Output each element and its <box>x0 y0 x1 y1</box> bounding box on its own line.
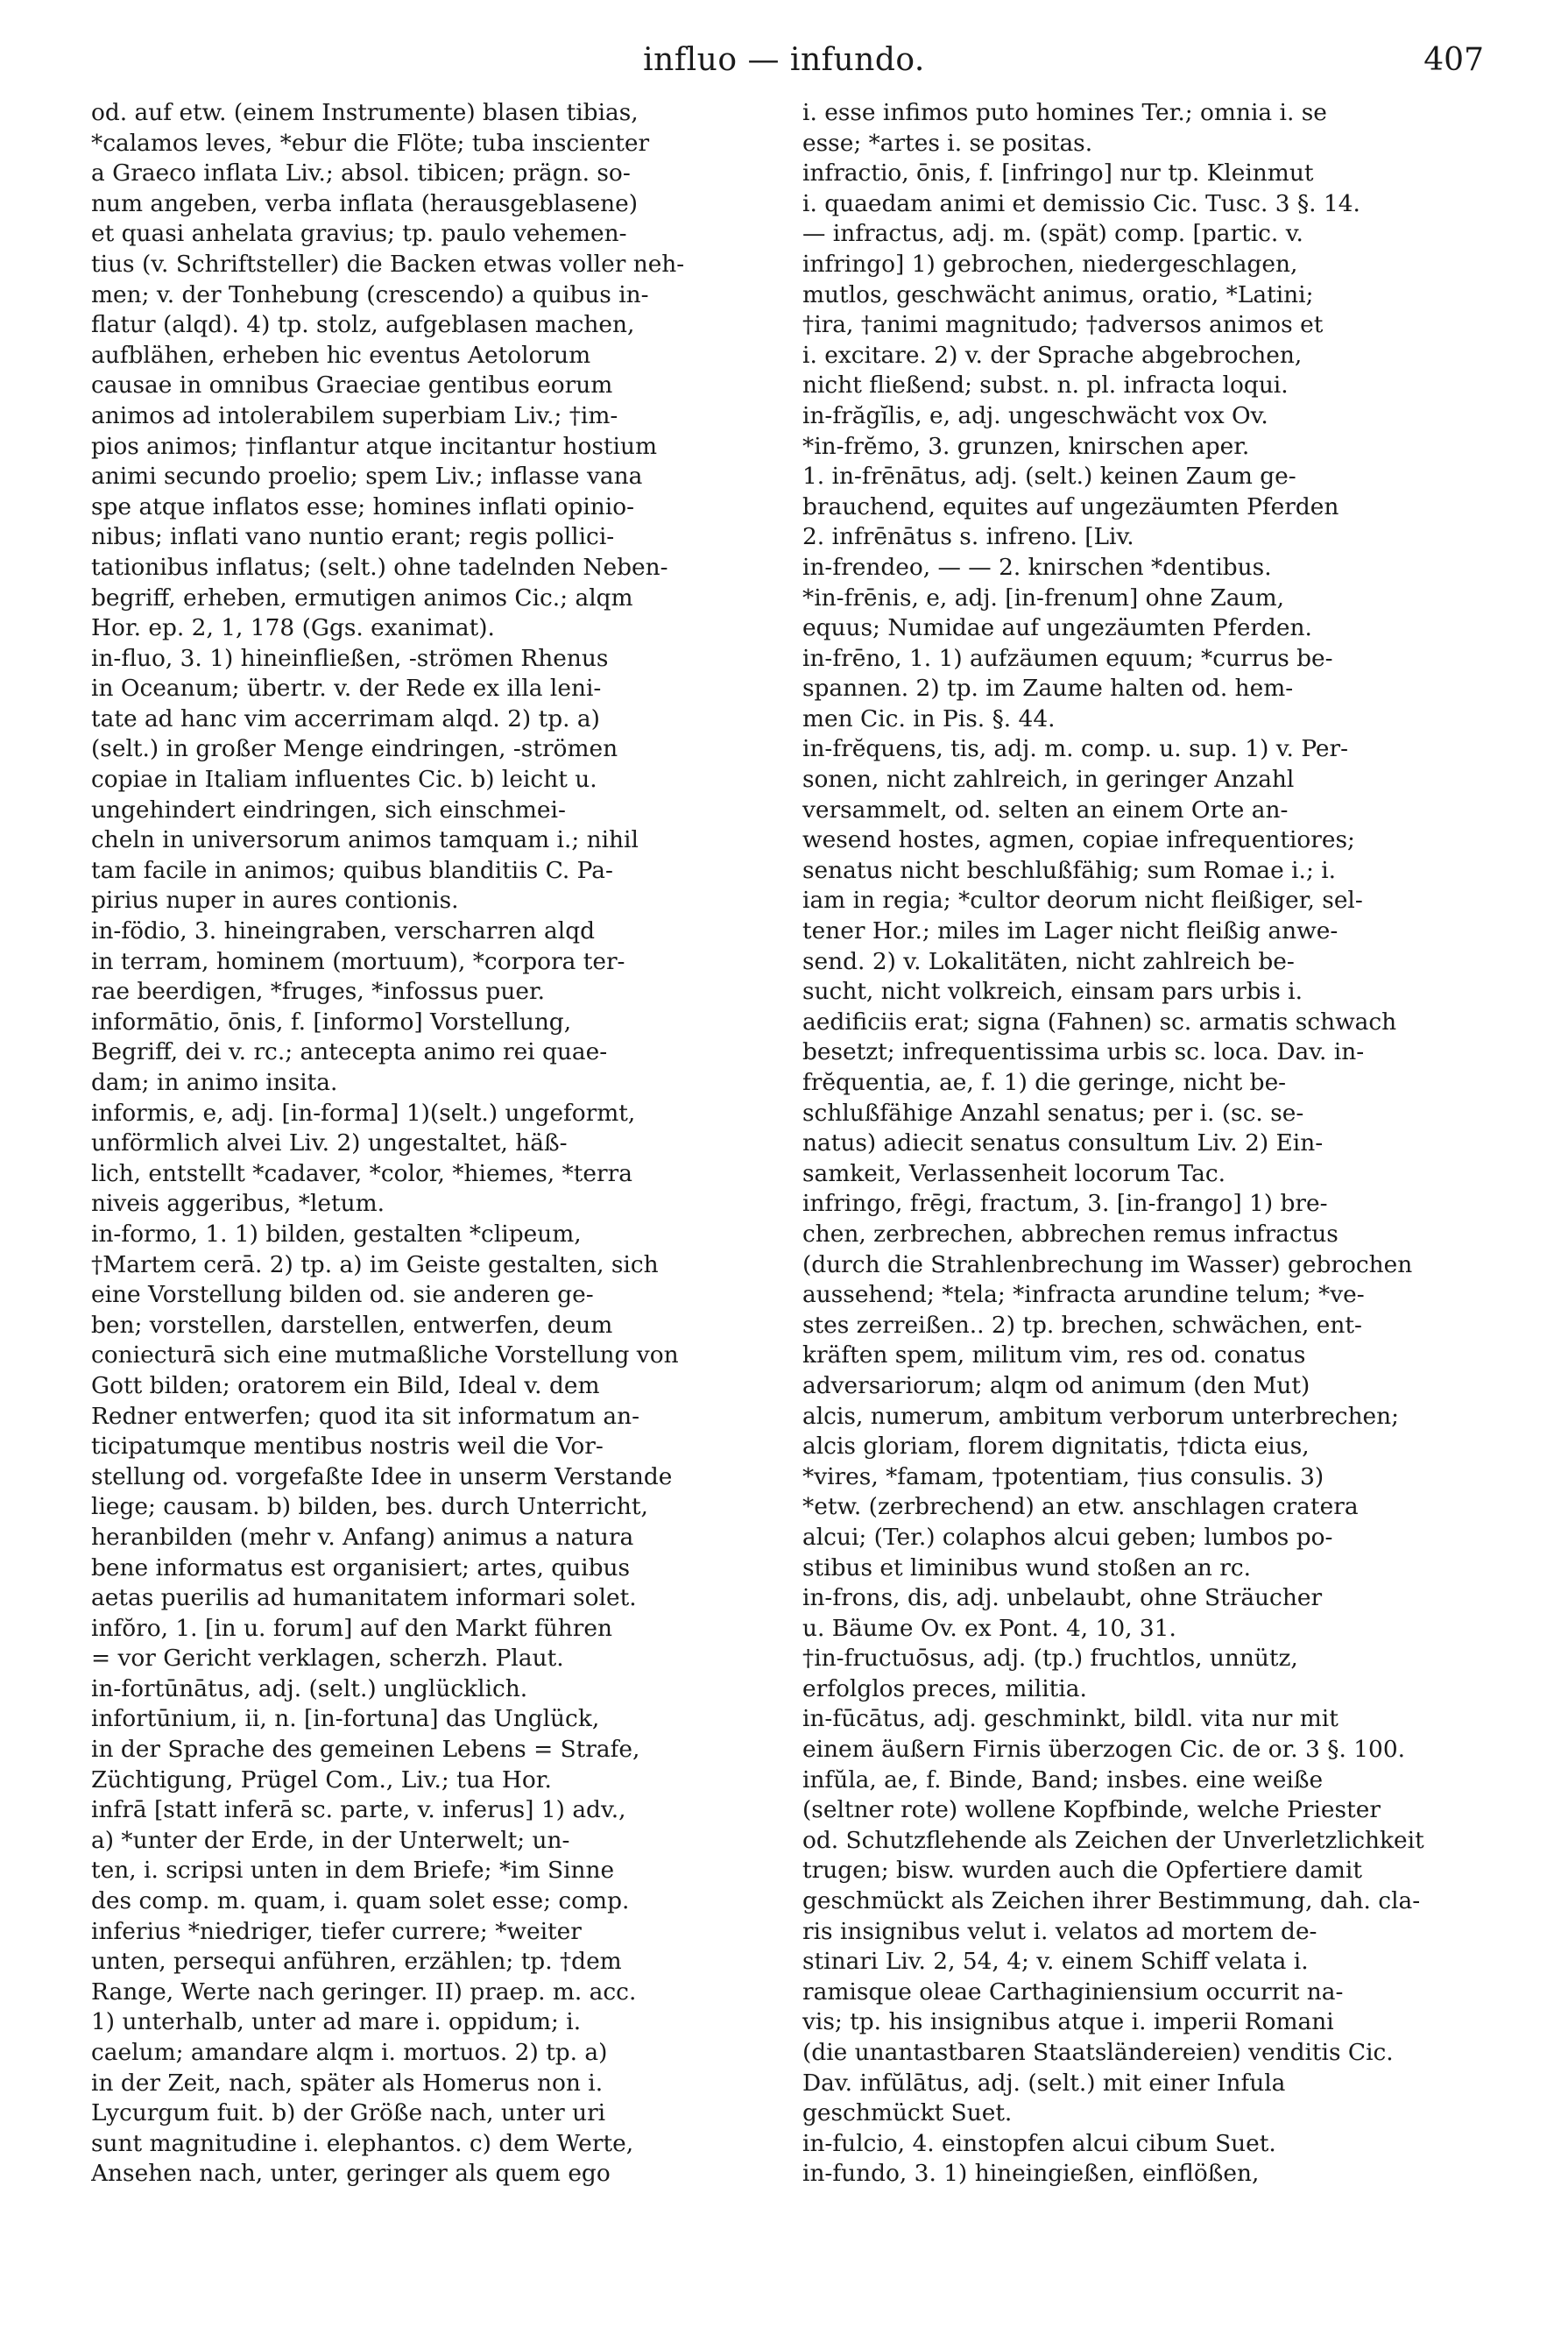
text-line: Dav. infŭlātus, adj. (selt.) mit einer Infula <box>802 2069 1286 2097</box>
text-line: animi secundo proelio; spem Liv.; inflasse vana <box>91 463 643 491</box>
text-line: erfolglos preces, militia. <box>802 1674 1087 1702</box>
text-line: *calamos leves, *ebur die Flöte; tuba inscienter <box>91 129 650 157</box>
text-line: *etw. (zerbrechend) an etw. anschlagen cratera <box>802 1493 1359 1521</box>
text-line: wesend hostes, agmen, copiae infrequentiores; <box>802 826 1355 854</box>
text-line: stellung od. vorgefaßte Idee in unserm Verstande <box>91 1462 673 1490</box>
left-column <box>91 98 792 2190</box>
text-line: caelum; amandare alqm i. mortuos. 2) tp. a) <box>91 2039 608 2066</box>
text-line: in-frēno, 1. 1) aufzäumen equum; *currus be- <box>802 644 1333 672</box>
text-line: in-frendeo, — — 2. knirschen *dentibus. <box>802 553 1272 581</box>
running-title: influo — infundo. <box>643 42 925 78</box>
page-number: 407 <box>1423 42 1484 78</box>
text-line: ticipatumque mentibus nostris weil die Vor- <box>91 1433 604 1461</box>
text-line: Begriff, dei v. rc.; antecepta animo rei quae- <box>91 1038 608 1066</box>
text-line: in-frăgĭlis, e, adj. ungeschwächt vox Ov. <box>802 401 1268 429</box>
text-line: tius (v. Schriftsteller) die Backen etwas voller neh- <box>91 250 685 278</box>
text-line: nicht fließend; subst. n. pl. infracta loqui. <box>802 371 1289 400</box>
text-line: (die unantastbaren Staatsländereien) venditis Cic. <box>802 2039 1394 2066</box>
text-line: infringo, frēgi, fractum, 3. [in-frango] 1) bre- <box>802 1190 1328 1218</box>
text-line: infŏro, 1. [in u. forum] auf den Markt führen <box>91 1614 612 1642</box>
text-line: send. 2) v. Lokalitäten, nicht zahlreich be- <box>802 947 1295 975</box>
text-line: in terram, hominem (mortuum), *corpora ter- <box>91 947 625 975</box>
text-line: in-fortūnātus, adj. (selt.) unglücklich. <box>91 1674 528 1702</box>
text-line: *in-frēnis, e, adj. [in-frenum] ohne Zaum, <box>802 584 1285 612</box>
text-line: animos ad intolerabilem superbiam Liv.; †im- <box>91 401 618 429</box>
text-line: schlußfähige Anzahl senatus; per i. (sc. se- <box>802 1099 1304 1127</box>
text-line: geschmückt als Zeichen ihrer Bestimmung, dah. cla- <box>802 1887 1421 1915</box>
text-line: stibus et liminibus wund stoßen an rc. <box>802 1553 1252 1581</box>
text-line: in-fluo, 3. 1) hineinfließen, -strömen Rhenus <box>91 644 609 672</box>
text-line: in-fundo, 3. 1) hineingießen, einflößen, <box>802 2160 1260 2188</box>
text-line: samkeit, Verlassenheit locorum Tac. <box>802 1159 1226 1187</box>
text-line: nibus; inflati vano nuntio erant; regis pollici- <box>91 523 615 551</box>
text-line: causae in omnibus Graeciae gentibus eorum <box>91 371 613 400</box>
text-line: copiae in Italiam influentes Cic. b) leicht u. <box>91 766 597 794</box>
text-line: — infractus, adj. m. (spät) comp. [partic. v. <box>802 220 1303 248</box>
text-line: liege; causam. b) bilden, bes. durch Unterricht, <box>91 1493 648 1521</box>
text-line: informātio, ōnis, f. [informo] Vorstellung, <box>91 1008 572 1036</box>
text-line: in-frĕquens, tis, adj. m. comp. u. sup. 1) v. Per- <box>802 735 1349 763</box>
text-line: ten, i. scripsi unten in dem Briefe; *im Sinne <box>91 1857 615 1885</box>
text-line: 2. infrēnātus s. infreno. [Liv. <box>802 523 1134 551</box>
text-line: cheln in universorum animos tamquam i.; nihil <box>91 826 639 854</box>
text-line: 1. in-frēnātus, adj. (selt.) keinen Zaum ge- <box>802 463 1296 491</box>
text-line: alcui; (Ter.) colaphos alcui geben; lumbos po- <box>802 1523 1333 1551</box>
text-line: besetzt; infrequentissima urbis sc. loca. Dav. in- <box>802 1038 1365 1066</box>
text-line: dam; in animo insita. <box>91 1069 338 1096</box>
text-line: in-formo, 1. 1) bilden, gestalten *clipeum, <box>91 1220 582 1248</box>
text-line: geschmückt Suet. <box>802 2099 1013 2127</box>
text-line: aetas puerilis ad humanitatem informari solet. <box>91 1584 637 1612</box>
text-line: tener Hor.; miles im Lager nicht fleißig anwe- <box>802 917 1338 945</box>
text-line: unten, persequi anführen, erzählen; tp. †dem <box>91 1948 622 1976</box>
text-line: infringo] 1) gebrochen, niedergeschlagen, <box>802 250 1298 278</box>
text-line: infortūnium, ii, n. [in-fortuna] das Unglück, <box>91 1705 600 1733</box>
text-line: brauchend, equites auf ungezäumten Pferden <box>802 492 1339 520</box>
text-line: esse; *artes i. se positas. <box>802 129 1093 157</box>
text-line: a) *unter der Erde, in der Unterwelt; un- <box>91 1826 570 1854</box>
text-line: Range, Werte nach geringer. II) praep. m. acc. <box>91 1978 637 2006</box>
text-line: alcis, numerum, ambitum verborum unterbrechen; <box>802 1402 1400 1430</box>
text-line: kräften spem, militum vim, res od. conatus <box>802 1341 1306 1369</box>
text-line: i. excitare. 2) v. der Sprache abgebrochen, <box>802 341 1303 369</box>
text-line: begriff, erheben, ermutigen animos Cic.; alqm <box>91 584 633 612</box>
text-line: pios animos; †inflantur atque incitantur hostium <box>91 432 657 460</box>
text-line: einem äußern Firnis überzogen Cic. de or. 3 §. 100. <box>802 1736 1405 1764</box>
text-line: tam facile in animos; quibus blanditiis C. Pa- <box>91 856 613 884</box>
text-line: *vires, *famam, †potentiam, †ius consulis. 3) <box>802 1462 1324 1490</box>
text-line: vis; tp. his insignibus atque i. imperii Romani <box>802 2008 1334 2036</box>
text-line: †in-fructuōsus, adj. (tp.) fruchtlos, unnütz, <box>802 1645 1298 1673</box>
text-line: Gott bilden; oratorem ein Bild, Ideal v. dem <box>91 1371 600 1399</box>
text-line: (durch die Strahlenbrechung im Wasser) gebrochen <box>802 1250 1413 1278</box>
text-line: sonen, nicht zahlreich, in geringer Anzahl <box>802 766 1295 794</box>
text-line: stinari Liv. 2, 54, 4; v. einem Schiff velata i. <box>802 1948 1309 1976</box>
text-line: †Martem cerā. 2) tp. a) im Geiste gestalten, sich <box>91 1250 659 1278</box>
text-line: Redner entwerfen; quod ita sit informatum an- <box>91 1402 640 1430</box>
text-line: chen, zerbrechen, abbrechen remus infractus <box>802 1220 1338 1248</box>
text-line: od. Schutzflehende als Zeichen der Unverletzlichkeit <box>802 1826 1424 1854</box>
text-line: trugen; bisw. wurden auch die Opfertiere damit <box>802 1857 1362 1885</box>
text-line: (seltner rote) wollene Kopfbinde, welche Priester <box>802 1796 1381 1824</box>
text-line: infŭla, ae, f. Binde, Band; insbes. eine weiße <box>802 1765 1324 1794</box>
text-line: in der Sprache des gemeinen Lebens = Strafe, <box>91 1736 640 1764</box>
text-line: Lycurgum fuit. b) der Größe nach, unter uri <box>91 2099 606 2127</box>
text-line: u. Bäume Ov. ex Pont. 4, 10, 31. <box>802 1614 1176 1642</box>
text-line: tationibus inflatus; (selt.) ohne tadelnden Neben- <box>91 553 668 581</box>
text-line: *in-frĕmo, 3. grunzen, knirschen aper. <box>802 432 1250 460</box>
text-line: des comp. m. quam, i. quam solet esse; comp. <box>91 1887 630 1915</box>
text-line: aussehend; *tela; *infracta arundine telum; *ve- <box>802 1281 1365 1309</box>
text-line: ben; vorstellen, darstellen, entwerfen, deum <box>91 1311 613 1339</box>
text-line: men Cic. in Pis. §. 44. <box>802 704 1056 732</box>
text-line: in der Zeit, nach, später als Homerus non i. <box>91 2069 604 2097</box>
text-line: coniecturā sich eine mutmaßliche Vorstellung von <box>91 1341 679 1369</box>
text-line: od. auf etw. (einem Instrumente) blasen tibias, <box>91 99 639 126</box>
text-line: senatus nicht beschlußfähig; sum Romae i.; i. <box>802 856 1337 884</box>
text-line: Ansehen nach, unter, geringer als quem ego <box>91 2160 611 2188</box>
text-line: a Graeco inflata Liv.; absol. tibicen; prägn. so- <box>91 159 631 188</box>
text-line: aedificiis erat; signa (Fahnen) sc. armatis schwach <box>802 1008 1397 1036</box>
text-line: men; v. der Tonhebung (crescendo) a quibus in- <box>91 280 649 308</box>
text-line: adversariorum; alqm od animum (den Mut) <box>802 1371 1310 1399</box>
text-line: pirius nuper in aures contionis. <box>91 887 459 915</box>
text-line: in Oceanum; übertr. v. der Rede ex illa leni- <box>91 675 602 703</box>
text-line: in-födio, 3. hineingraben, verscharren alqd <box>91 917 595 945</box>
text-line: spannen. 2) tp. im Zaume halten od. hem- <box>802 675 1294 703</box>
text-line: infractio, ōnis, f. [infringo] nur tp. Kleinmut <box>802 159 1314 188</box>
text-line: num angeben, verba inflata (herausgeblasene) <box>91 189 639 217</box>
text-line: 1) unterhalb, unter ad mare i. oppidum; i. <box>91 2008 582 2036</box>
text-line: i. quaedam animi et demissio Cic. Tusc. 3 §. 14. <box>802 189 1360 217</box>
text-line: in-fulcio, 4. einstopfen alcui cibum Suet. <box>802 2129 1276 2157</box>
text-line: inferius *niedriger, tiefer currere; *weiter <box>91 1917 582 1945</box>
text-line: unförmlich alvei Liv. 2) ungestaltet, häß- <box>91 1129 568 1157</box>
text-line: ris insignibus velut i. velatos ad mortem de- <box>802 1917 1317 1945</box>
text-line: iam in regia; *cultor deorum nicht fleißiger, sel- <box>802 887 1363 915</box>
text-line: versammelt, od. selten an einem Orte an- <box>802 796 1289 824</box>
text-line: sucht, nicht volkreich, einsam pars urbis i. <box>802 978 1303 1006</box>
text-line: niveis aggeribus, *letum. <box>91 1190 385 1218</box>
text-line: Hor. ep. 2, 1, 178 (Ggs. exanimat). <box>91 614 495 642</box>
text-line: sunt magnitudine i. elephantos. c) dem Werte, <box>91 2129 634 2157</box>
text-line: spe atque inflatos esse; homines inflati opinio- <box>91 492 635 520</box>
text-line: eine Vorstellung bilden od. sie anderen ge- <box>91 1281 594 1309</box>
text-line: in-frons, dis, adj. unbelaubt, ohne Sträucher <box>802 1584 1323 1612</box>
text-line: natus) adiecit senatus consultum Liv. 2) Ein- <box>802 1129 1324 1157</box>
text-line: ramisque oleae Carthaginiensium occurrit na- <box>802 1978 1344 2006</box>
text-line: = vor Gericht verklagen, scherzh. Plaut. <box>91 1645 564 1673</box>
text-line: equus; Numidae auf ungezäumten Pferden. <box>802 614 1312 642</box>
page-header <box>0 42 1568 95</box>
text-line: i. esse infimos puto homines Ter.; omnia i. se <box>802 99 1327 126</box>
text-line: alcis gloriam, florem dignitatis, †dicta eius, <box>802 1433 1310 1461</box>
text-line: †ira, †animi magnitudo; †adversos animos et <box>802 311 1324 339</box>
text-line: aufblähen, erheben hic eventus Aetolorum <box>91 341 591 369</box>
text-line: (selt.) in großer Menge eindringen, -strömen <box>91 735 618 763</box>
text-line: informis, e, adj. [in-forma] 1)(selt.) ungeformt, <box>91 1099 636 1127</box>
text-line: in-fūcātus, adj. geschminkt, bildl. vita nur mit <box>802 1705 1338 1733</box>
text-line: flatur (alqd). 4) tp. stolz, aufgeblasen machen, <box>91 311 635 339</box>
text-line: et quasi anhelata gravius; tp. paulo vehemen- <box>91 220 627 248</box>
text-line: ungehindert eindringen, sich einschmei- <box>91 796 566 824</box>
right-column <box>802 98 1486 2190</box>
text-line: bene informatus est organisiert; artes, quibus <box>91 1553 630 1581</box>
text-line: lich, entstellt *cadaver, *color, *hiemes, *terra <box>91 1159 632 1187</box>
text-line: rae beerdigen, *fruges, *infossus puer. <box>91 978 546 1006</box>
text-line: heranbilden (mehr v. Anfang) animus a natura <box>91 1523 634 1551</box>
text-line: Züchtigung, Prügel Com., Liv.; tua Hor. <box>91 1765 552 1794</box>
text-line: frĕquentia, ae, f. 1) die geringe, nicht be- <box>802 1069 1287 1096</box>
text-line: stes zerreißen.. 2) tp. brechen, schwächen, ent- <box>802 1311 1362 1339</box>
text-line: infrā [statt inferā sc. parte, v. inferus] 1) adv., <box>91 1796 626 1824</box>
text-line: tate ad hanc vim accerrimam alqd. 2) tp. a) <box>91 704 600 732</box>
text-line: mutlos, geschwächt animus, oratio, *Latini; <box>802 280 1314 308</box>
